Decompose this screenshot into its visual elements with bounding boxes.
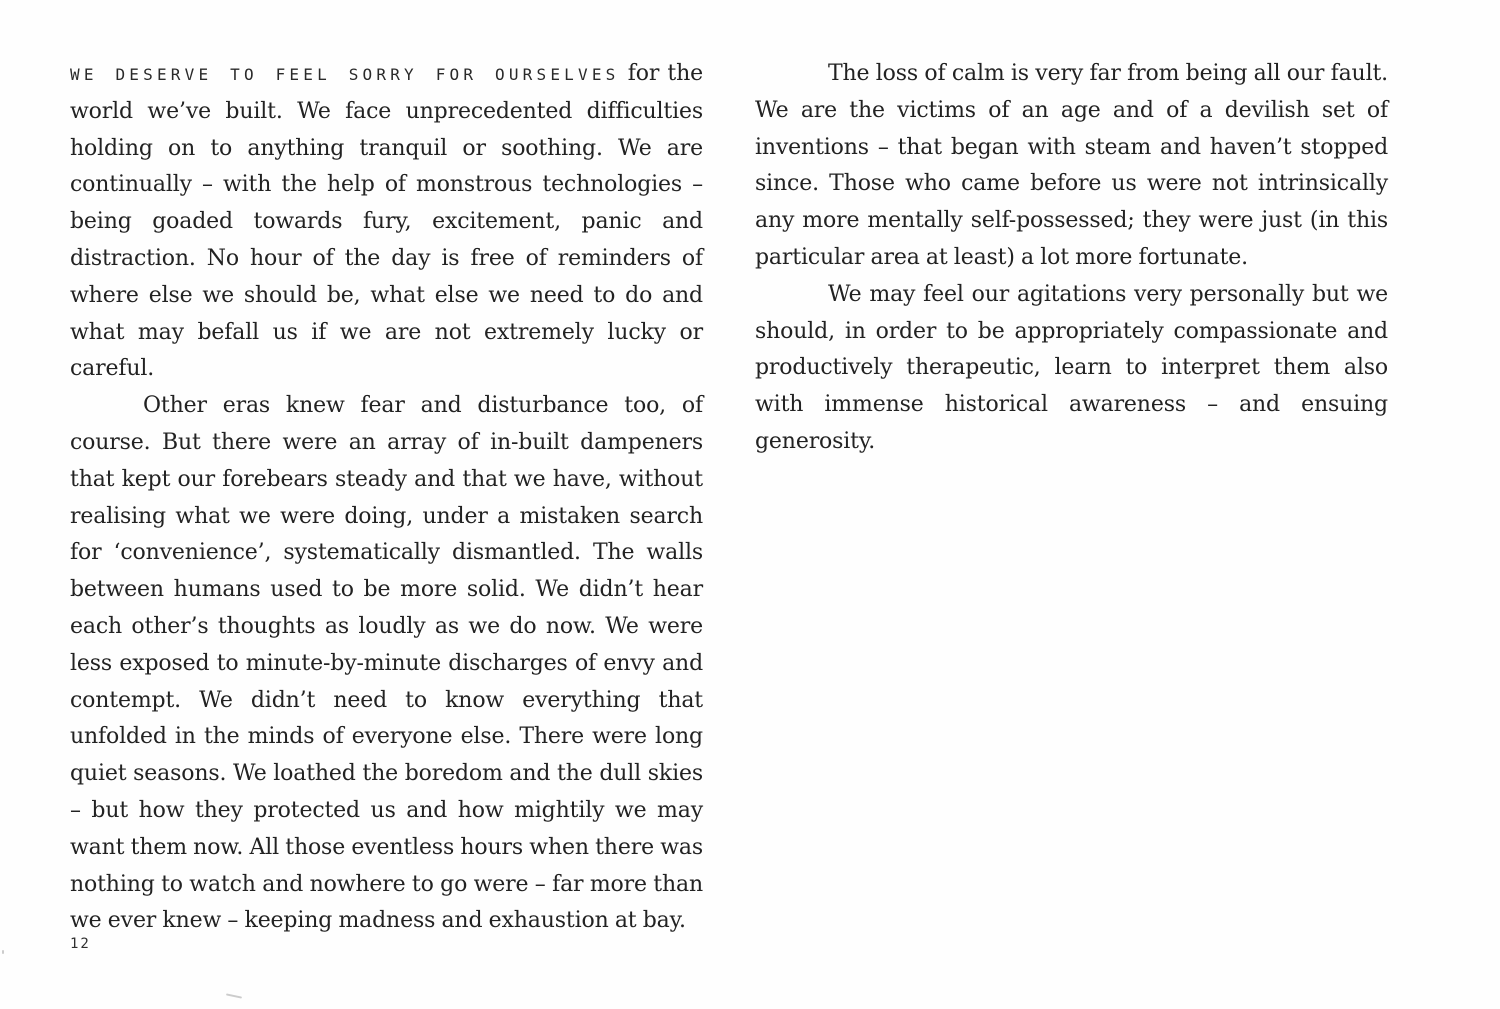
- page-number: 12: [70, 936, 91, 952]
- left-paragraph-2: Other eras knew fear and disturbance too, of course. But there were an array of in-built dampeners that kept our forebears steady and that we have, without realising what we were doing, under a mistaken search for ‘convenience’, systematically dismantled. The walls between humans used to be more solid. We didn’t hear each other’s thoughts as loudly as we do now. We were less exposed to minute-by-minute discharges of envy and contempt. We didn’t need to know everything that unfolded in the minds of everyone else. There were long quiet seasons. We loathed the boredom and the dull skies – but how they protected us and how mightily we may want them now. All those eventless hours when there was nothing to watch and nowhere to go were – far more than we ever knew – keeping madness and exhaustion at bay.: [70, 393, 703, 934]
- scan-speck: [2, 950, 4, 954]
- left-paragraph-1-text: for the world we’ve built. We face unprecedented difficulties holding on to anything tranquil or soothing. We are continually – with the help of monstrous technologies – being goaded towards fury, excitement, panic and distraction. No hour of the day is free of reminders of where else we should be, what else we need to do and what may befall us if we are not extremely lucky or careful.: [70, 61, 704, 382]
- right-page-text: [755, 56, 1388, 461]
- right-paragraph-2: We may feel our agitations very personally but we should, in order to be appropriately compassionate and productively therapeutic, learn to interpret them also with immense historical awareness – and ensuing generosity.: [755, 281, 1388, 454]
- chapter-lead-in: WE DESERVE TO FEEL SORRY FOR OURSELVES: [70, 65, 620, 84]
- left-paragraph-1: [70, 56, 703, 388]
- right-paragraph-1: The loss of calm is very far from being all our fault. We are the victims of an age and of a devilish set of inventions – that began with steam and haven’t stopped since. Those who came before us were not intrinsically any more mentally self-possessed; they were just (in this particular area at least) a lot more fortunate.: [755, 61, 1388, 270]
- left-page-text: [70, 56, 703, 940]
- scan-speck: [226, 993, 242, 998]
